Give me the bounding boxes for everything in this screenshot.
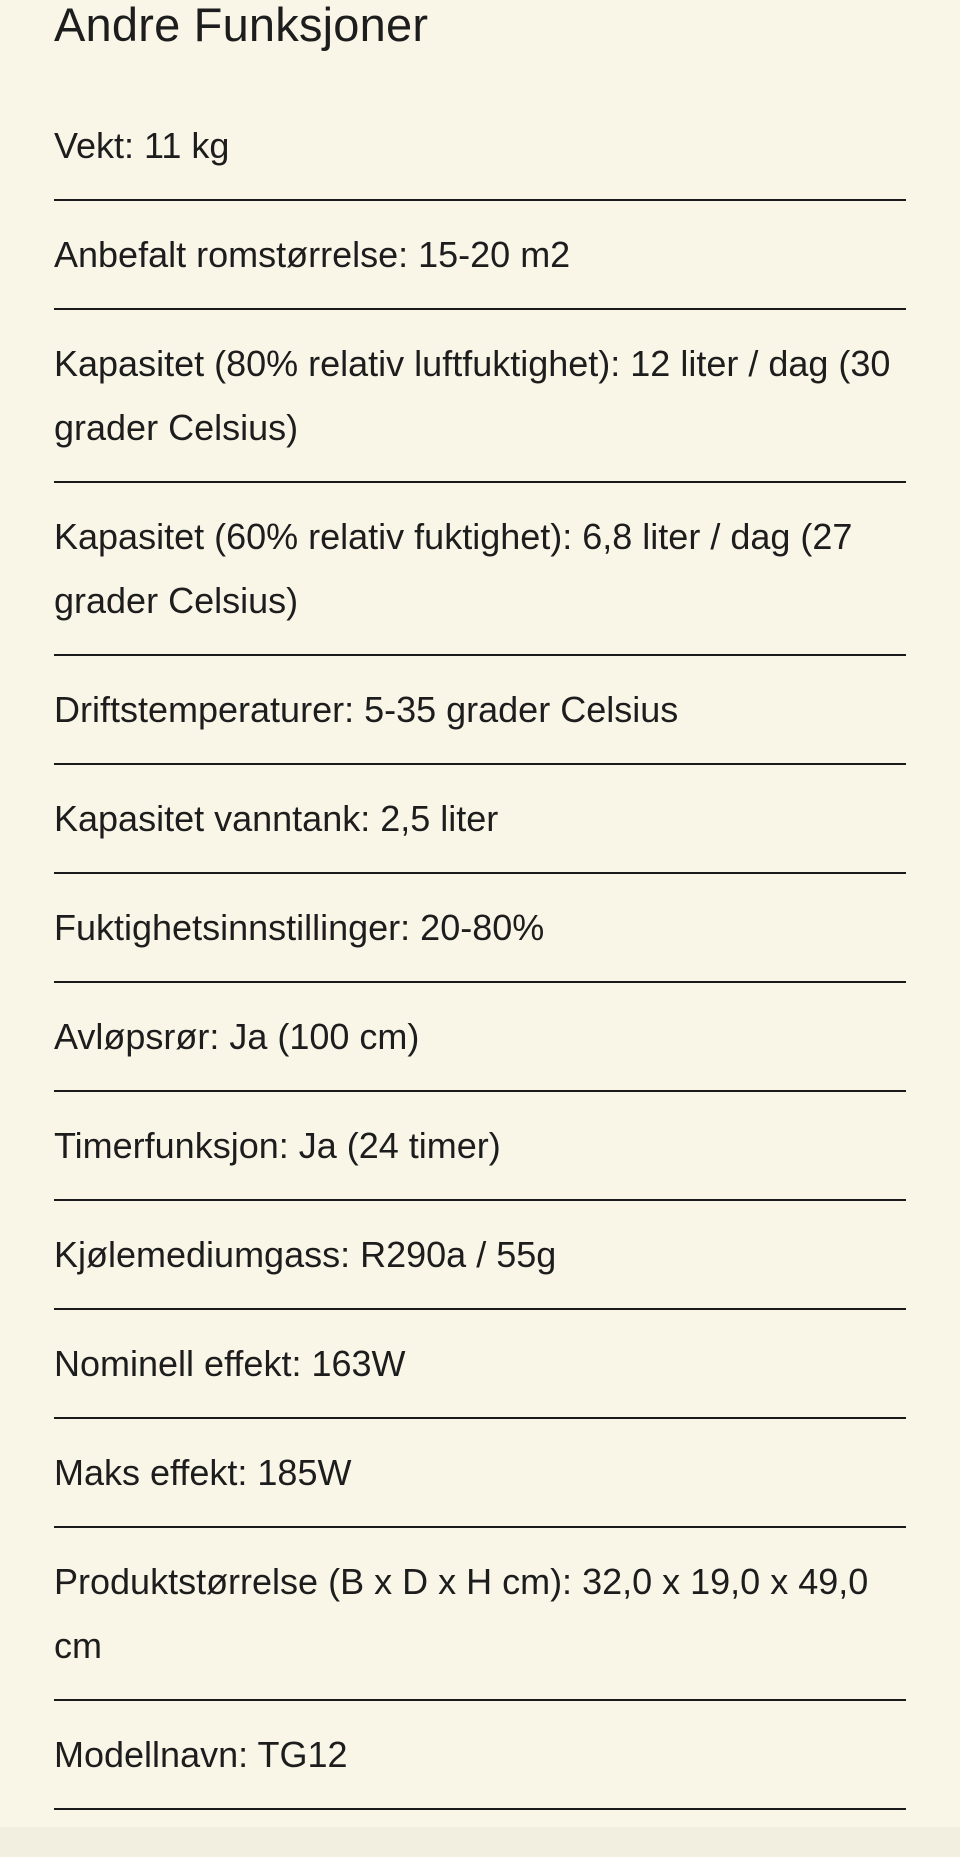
bottom-edge bbox=[0, 1827, 960, 1857]
spec-row-weight bbox=[54, 92, 906, 201]
spec-row-model-name bbox=[54, 1701, 906, 1810]
spec-text: Vekt: 11 kg bbox=[54, 125, 230, 166]
spec-row-capacity-80 bbox=[54, 310, 906, 483]
spec-text: Timerfunksjon: Ja (24 timer) bbox=[54, 1125, 501, 1166]
spec-row-water-tank bbox=[54, 765, 906, 874]
spec-text: Avløpsrør: Ja (100 cm) bbox=[54, 1016, 420, 1057]
spec-row-timer bbox=[54, 1092, 906, 1201]
spec-text: Modellnavn: TG12 bbox=[54, 1734, 348, 1775]
spec-row-room-size bbox=[54, 201, 906, 310]
spec-list bbox=[54, 92, 906, 1810]
spec-text: Driftstemperaturer: 5-35 grader Celsius bbox=[54, 689, 679, 730]
spec-row-capacity-60 bbox=[54, 483, 906, 656]
spec-text: Kjølemediumgass: R290a / 55g bbox=[54, 1234, 557, 1275]
spec-row-humidity-settings bbox=[54, 874, 906, 983]
spec-row-nominal-power bbox=[54, 1310, 906, 1419]
spec-text: Anbefalt romstørrelse: 15-20 m2 bbox=[54, 234, 571, 275]
spec-text: Kapasitet (60% relativ fuktighet): 6,8 liter / dag (27 grader Celsius) bbox=[54, 516, 853, 621]
spec-row-product-size bbox=[54, 1528, 906, 1701]
spec-text: Fuktighetsinnstillinger: 20-80% bbox=[54, 907, 545, 948]
spec-row-max-power bbox=[54, 1419, 906, 1528]
spec-row-refrigerant bbox=[54, 1201, 906, 1310]
spec-text: Maks effekt: 185W bbox=[54, 1452, 352, 1493]
spec-text: Kapasitet (80% relativ luftfuktighet): 12 liter / dag (30 grader Celsius) bbox=[54, 343, 891, 448]
spec-row-drain-hose bbox=[54, 983, 906, 1092]
spec-text: Kapasitet vanntank: 2,5 liter bbox=[54, 798, 499, 839]
spec-row-operating-temperature bbox=[54, 656, 906, 765]
spec-text: Produktstørrelse (B x D x H cm): 32,0 x 19,0 x 49,0 cm bbox=[54, 1561, 869, 1666]
spec-text: Nominell effekt: 163W bbox=[54, 1343, 406, 1384]
section-title: Andre Funksjoner bbox=[54, 0, 429, 51]
